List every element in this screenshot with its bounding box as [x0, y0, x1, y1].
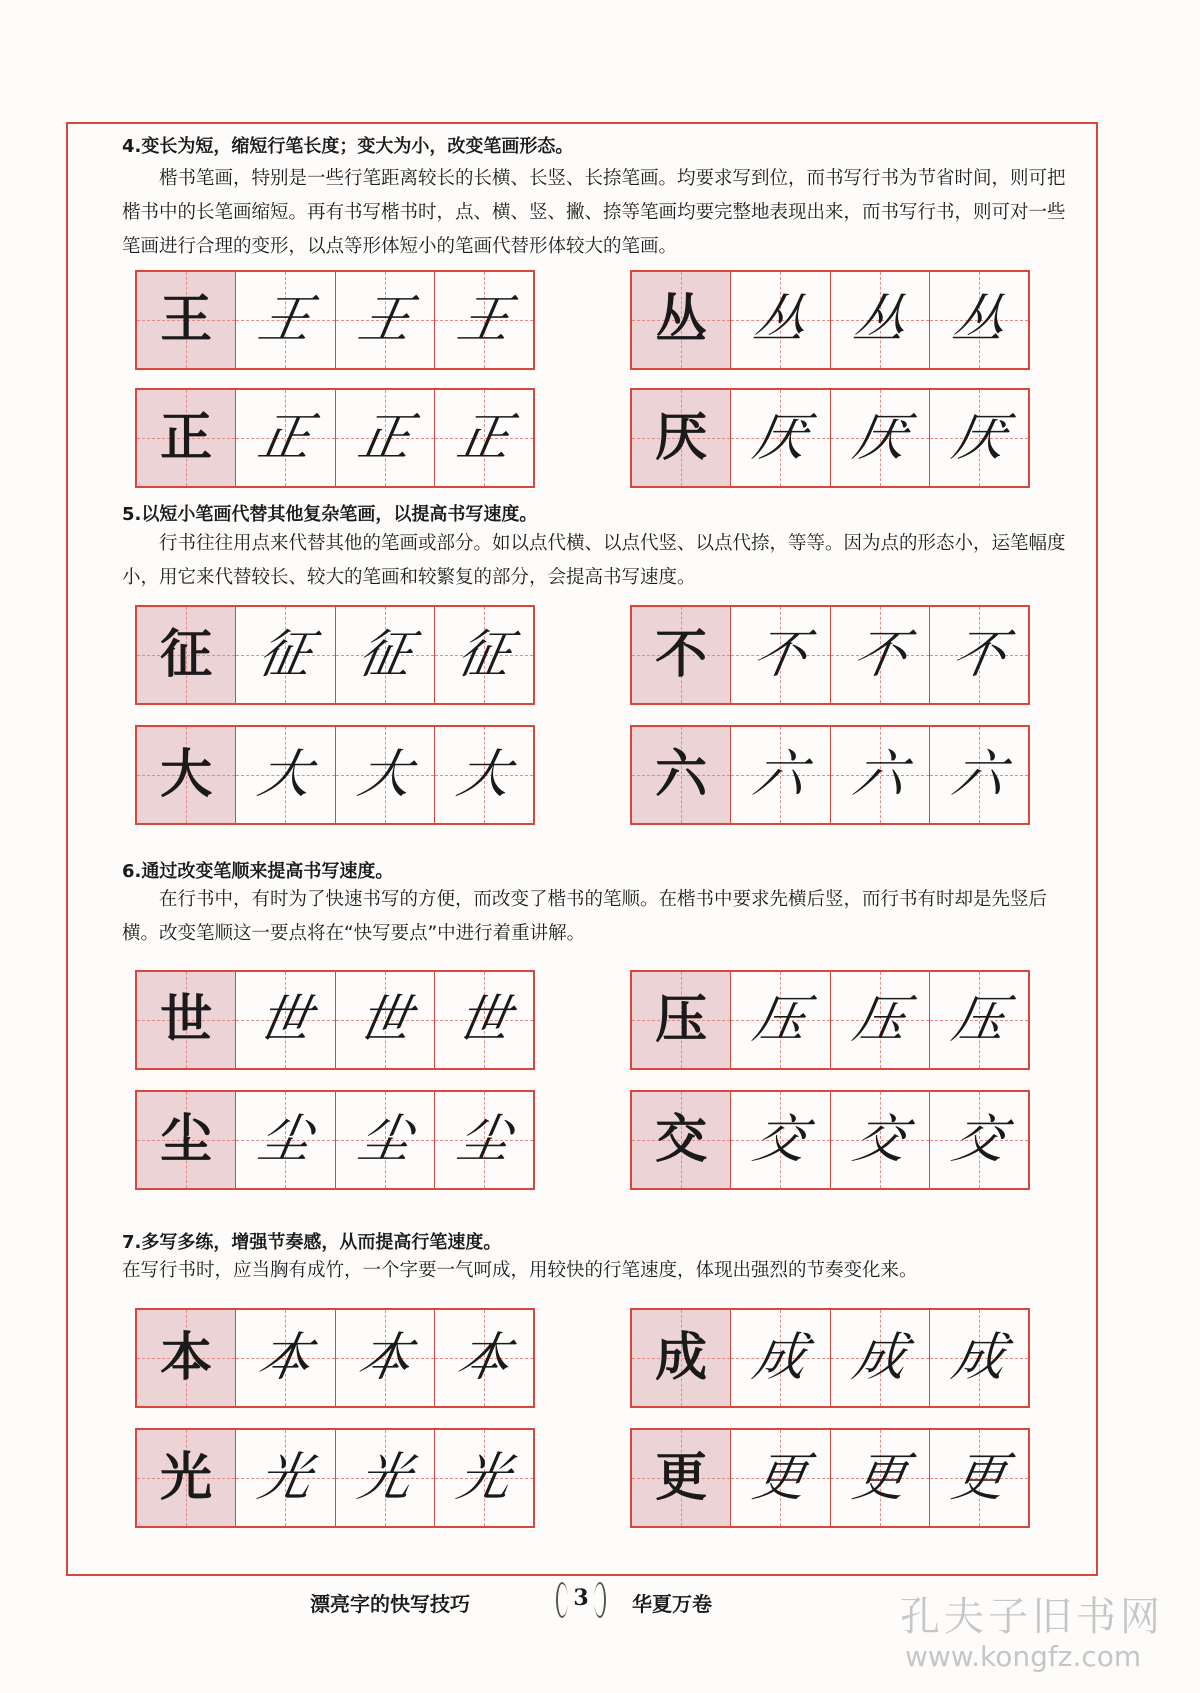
sample-cell: 光: [434, 1430, 533, 1526]
sample-cell: 更: [929, 1430, 1028, 1526]
sample-cell: 丛: [830, 272, 929, 368]
model-cell: 更: [632, 1430, 730, 1526]
sample-cell: 厌: [730, 390, 829, 486]
sample-cell: 尘: [235, 1092, 334, 1188]
practice-grid: [135, 1308, 535, 1408]
practice-grid: [630, 1090, 1030, 1190]
model-cell: 光: [137, 1430, 235, 1526]
sample-cell: 世: [335, 972, 434, 1068]
model-cell: 丛: [632, 272, 730, 368]
watermark-url: www.kongfz.com: [905, 1640, 1142, 1673]
model-cell: 征: [137, 607, 235, 703]
sample-cell: 本: [434, 1310, 533, 1406]
sample-cell: 大: [335, 727, 434, 823]
sample-cell: 王: [335, 272, 434, 368]
sample-cell: 丛: [730, 272, 829, 368]
sample-cell: 本: [235, 1310, 334, 1406]
sample-cell: 六: [830, 727, 929, 823]
model-cell: 不: [632, 607, 730, 703]
model-cell: 交: [632, 1092, 730, 1188]
model-cell: 世: [137, 972, 235, 1068]
model-cell: 六: [632, 727, 730, 823]
practice-grid: [135, 1090, 535, 1190]
sample-cell: 正: [434, 390, 533, 486]
sample-cell: 征: [235, 607, 334, 703]
sample-cell: 压: [730, 972, 829, 1068]
practice-grid: [135, 725, 535, 825]
sample-cell: 六: [929, 727, 1028, 823]
model-cell: 正: [137, 390, 235, 486]
sample-cell: 不: [830, 607, 929, 703]
sample-cell: 成: [730, 1310, 829, 1406]
sample-cell: 世: [235, 972, 334, 1068]
section-paragraph: 楷书笔画，特别是一些行笔距离较长的长横、长竖、长捺笔画。均要求写到位，而书写行书为节省时间，则可把楷书中的长笔画缩短。再有书写楷书时，点、横、竖、撇、捺等笔画均要完整地表现出来，而书写行书，则可对一些笔画进行合理的变形，以点等形体短小的笔画代替形体较大的笔画。: [122, 168, 1066, 257]
sample-cell: 压: [830, 972, 929, 1068]
sample-cell: 不: [929, 607, 1028, 703]
model-cell: 成: [632, 1310, 730, 1406]
practice-grid: [630, 270, 1030, 370]
practice-grid: [630, 725, 1030, 825]
sample-cell: 成: [929, 1310, 1028, 1406]
practice-grid: [630, 970, 1030, 1070]
section-heading: 4.变长为短，缩短行笔长度；变大为小，改变笔画形态。: [122, 136, 574, 157]
model-cell: 大: [137, 727, 235, 823]
sample-cell: 光: [335, 1430, 434, 1526]
practice-grid: [135, 970, 535, 1070]
model-cell: 厌: [632, 390, 730, 486]
section-heading: 7.多写多练，增强节奏感，从而提高行笔速度。: [122, 1232, 502, 1253]
sample-cell: 更: [830, 1430, 929, 1526]
sample-cell: 交: [830, 1092, 929, 1188]
sample-cell: 世: [434, 972, 533, 1068]
sample-cell: 厌: [830, 390, 929, 486]
practice-grid: [135, 388, 535, 488]
model-cell: 尘: [137, 1092, 235, 1188]
publisher-name: 华夏万卷: [632, 1592, 712, 1616]
sample-cell: 不: [730, 607, 829, 703]
book-title: 漂亮字的快写技巧: [310, 1592, 470, 1616]
model-cell: 压: [632, 972, 730, 1068]
section-paragraph: 行书往往用点来代替其他的笔画或部分。如以点代横、以点代竖、以点代捺，等等。因为点的形态小，运笔幅度小，用它来代替较长、较大的笔画和较繁复的部分，会提高书写速度。: [122, 533, 1066, 588]
sample-cell: 压: [929, 972, 1028, 1068]
sample-cell: 交: [929, 1092, 1028, 1188]
sample-cell: 大: [235, 727, 334, 823]
page-number: 3: [556, 1576, 606, 1620]
sample-cell: 尘: [434, 1092, 533, 1188]
sample-cell: 正: [235, 390, 334, 486]
model-cell: 本: [137, 1310, 235, 1406]
practice-grid: [630, 1428, 1030, 1528]
sample-cell: 征: [434, 607, 533, 703]
sample-cell: 正: [335, 390, 434, 486]
sample-cell: 王: [434, 272, 533, 368]
sample-cell: 尘: [335, 1092, 434, 1188]
practice-grid: [135, 1428, 535, 1528]
sample-cell: 六: [730, 727, 829, 823]
sample-cell: 交: [730, 1092, 829, 1188]
sample-cell: 王: [235, 272, 334, 368]
model-cell: 王: [137, 272, 235, 368]
practice-grid: [630, 1308, 1030, 1408]
sample-cell: 征: [335, 607, 434, 703]
sample-cell: 更: [730, 1430, 829, 1526]
practice-grid: [135, 270, 535, 370]
sample-cell: 光: [235, 1430, 334, 1526]
sample-cell: 成: [830, 1310, 929, 1406]
sample-cell: 厌: [929, 390, 1028, 486]
practice-grid: [135, 605, 535, 705]
practice-grid: [630, 605, 1030, 705]
practice-grid: [630, 388, 1030, 488]
section-heading: 5.以短小笔画代替其他复杂笔画，以提高书写速度。: [122, 504, 538, 525]
sample-cell: 本: [335, 1310, 434, 1406]
sample-cell: 丛: [929, 272, 1028, 368]
section-paragraph: 在行书中，有时为了快速书写的方便，而改变了楷书的笔顺。在楷书中要求先横后竖，而行书有时却是先竖后横。改变笔顺这一要点将在“快写要点”中进行着重讲解。: [122, 889, 1048, 944]
watermark-text: 孔夫子旧书网: [900, 1594, 1164, 1640]
section-paragraph: 在写行书时，应当胸有成竹，一个字要一气呵成，用较快的行笔速度，体现出强烈的节奏变化来。: [122, 1260, 918, 1281]
sample-cell: 大: [434, 727, 533, 823]
section-heading: 6.通过改变笔顺来提高书写速度。: [122, 861, 394, 882]
